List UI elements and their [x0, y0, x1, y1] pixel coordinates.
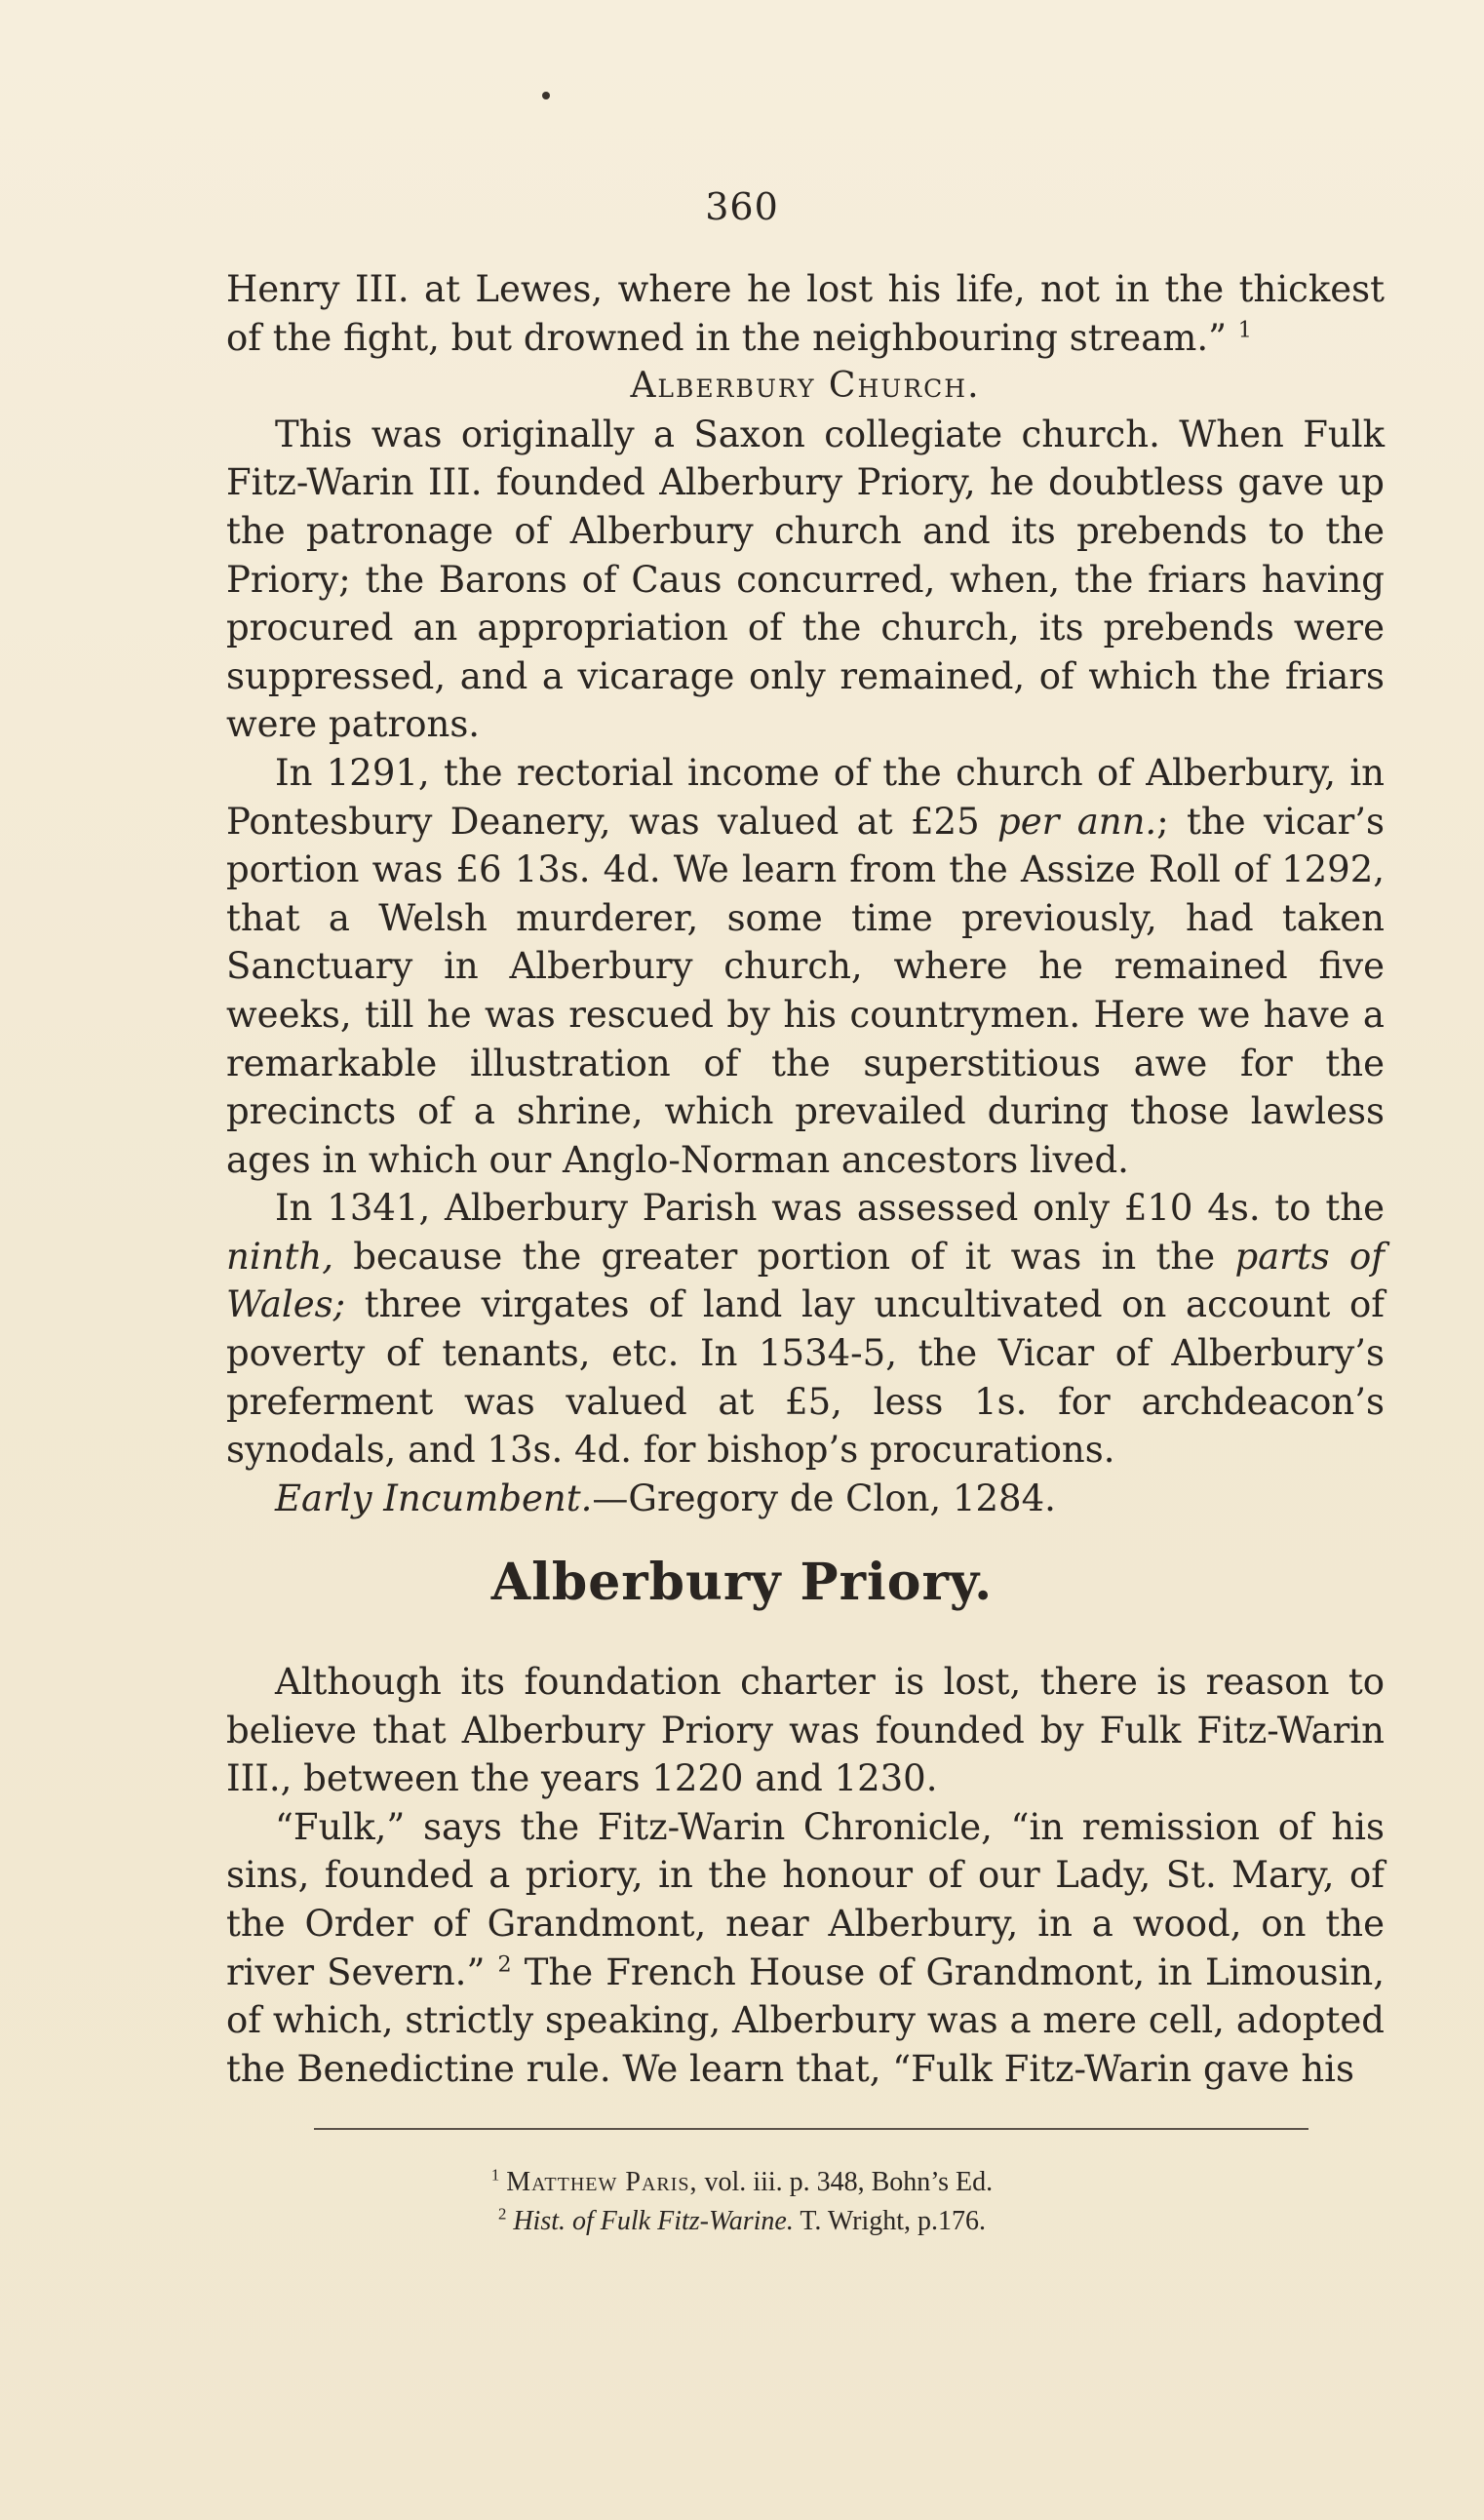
- continuation-text: Henry III. at Lewes, where he lost his life, not in the thickest of the fight, but drowned in the neighbouring stream.”: [226, 268, 1385, 359]
- early-incumbent: [226, 1475, 1385, 1523]
- church-p3-text-c: three virgates of land lay uncultivated on account of poverty of tenants, etc. In 1534-5, the Vicar of Alberbury’s preferment was valued at £5, less 1s. for archdeacon’s synodals, and 13s. 4d. for bishop’s procurations.: [226, 1283, 1385, 1472]
- footnote-1-number: 1: [490, 2165, 500, 2185]
- footnote-2-title: Hist. of Fulk Fitz-Warine.: [513, 2206, 794, 2236]
- priory-paragraph-1: Although its foundation charter is lost, there is reason to believe that Alberbury Priory was founded by Fulk Fitz-Warin III., between the years 1220 and 1230.: [226, 1661, 1385, 1800]
- church-p2-text-b: ; the vicar’s portion was £6 13s. 4d. We learn from the Assize Roll of 1292, that a Welsh murderer, some time previously, had taken Sanctuary in Alberbury church, where he remained five weeks, till he was rescued by his countrymen. Here we have a remarkable illustration of the superstitious awe for the precincts of a shrine, which prevailed during those lawless ages in which our Anglo-Norman ancestors lived.: [226, 800, 1386, 1181]
- footnote-ref-1: 1: [1237, 317, 1252, 343]
- section-heading-church: Alberbury Church.: [630, 366, 981, 407]
- footnote-rule: [314, 2128, 1308, 2130]
- ink-speck: [542, 92, 550, 99]
- church-p3-italic-2: parts of Wales;: [226, 1235, 1385, 1326]
- priory-p2-text-b: The French House of Grandmont, in Limousin, of which, strictly speaking, Alberbury was a mere cell, adopted the Benedictine rule. We learn that, “Fulk Fitz-Warin gave his: [226, 1950, 1385, 2090]
- church-p3-italic-1: ninth,: [226, 1235, 333, 1278]
- church-p2-text-a: In 1291, the rectorial income of the church of Alberbury, in Pontesbury Deanery, was valued at £25: [226, 751, 1385, 843]
- church-paragraph-3: [226, 1184, 1385, 1475]
- continuation-paragraph: [226, 265, 1385, 362]
- footnote-1-text: vol. iii. p. 348, Bohn’s Ed.: [704, 2167, 994, 2197]
- church-p3-text-a: In 1341, Alberbury Parish was assessed only £10 4s. to the: [275, 1187, 1385, 1230]
- footnote-2: [0, 2202, 1484, 2241]
- footnote-ref-2: 2: [497, 1951, 512, 1978]
- footnote-1-author: Matthew Paris,: [506, 2167, 698, 2197]
- church-paragraph-2: [226, 749, 1385, 1184]
- main-text-upper: [226, 265, 1385, 1522]
- main-text-lower: [226, 1658, 1385, 2093]
- church-p3-text-b: because the greater portion of it was in the: [353, 1235, 1216, 1278]
- church-paragraph-1: This was originally a Saxon collegiate church. When Fulk Fitz-Warin III. founded Alberbury Priory, he doubtless gave up the patronage of Alberbury church and its prebends to the Priory; the Barons of Caus concurred, when, the friars having procured an appropriation of the church, its prebends were suppressed, and a vicarage only remained, of which the friars were patrons.: [226, 413, 1385, 746]
- page-number: 360: [705, 185, 779, 228]
- priory-p2-text-a: “Fulk,” says the Fitz-Warin Chronicle, “in remission of his sins, founded a priory, in the honour of our Lady, St. Mary, of the Order of Grandmont, near Alberbury, in a wood, on the river Severn.”: [226, 1805, 1385, 1993]
- footnotes: [0, 2163, 1484, 2241]
- footnote-1: [0, 2163, 1484, 2202]
- priory-paragraph-2: [226, 1803, 1385, 2094]
- incumbent-label: Early Incumbent.: [275, 1477, 593, 1519]
- incumbent-text: —Gregory de Clon, 1284.: [592, 1477, 1056, 1519]
- footnote-2-number: 2: [497, 2204, 507, 2224]
- footnote-2-text: T. Wright, p.176.: [800, 2206, 987, 2236]
- section-heading-priory: Alberbury Priory.: [490, 1553, 994, 1612]
- church-p2-italic: per ann.: [997, 800, 1157, 843]
